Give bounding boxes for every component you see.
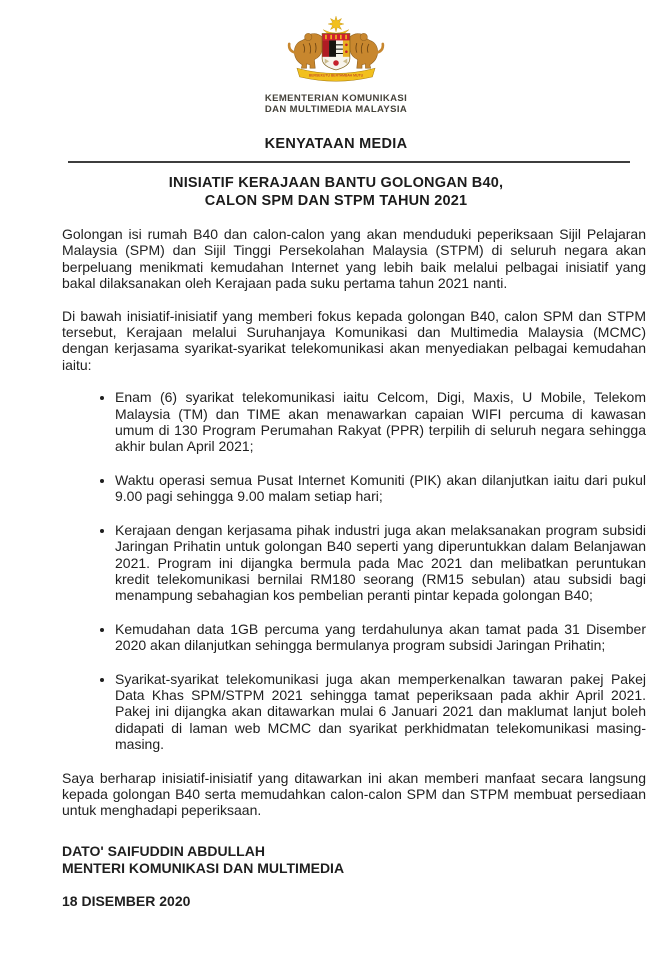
crest-tiger-right: [350, 33, 383, 68]
crest-banner-motto: BERSEKUTU BERTAMBAH MUTU: [308, 73, 364, 78]
crest-shield: [322, 34, 350, 70]
context-paragraph: Di bawah inisiatif-inisiatif yang memberi fokus kepada golongan B40, calon SPM dan STPM tersebut, Kerajaan melalui Suruhanjaya Komunikasi dan Multimedia Malaysia (MCMC) dengan kerjasama syarikat-syarikat telekomunikasi akan menyediakan pelbagai kemudahan iaitu:: [62, 307, 646, 373]
ministry-name-line2: DAN MULTIMEDIA MALAYSIA: [264, 104, 408, 115]
list-item-free-1gb-data: • Kemudahan data 1GB percuma yang terdahulunya akan tamat pada 31 Disember 2020 akan dilanjutkan sehingga bermulanya program subsidi Jaringan Prihatin;: [115, 621, 646, 654]
document-title-line1: INISIATIF KERAJAAN BANTU GOLONGAN B40,: [168, 175, 504, 191]
document-title-line2: CALON SPM DAN STPM TAHUN 2021: [204, 193, 468, 209]
ministry-name-line1: KEMENTERIAN KOMUNIKASI: [264, 93, 408, 104]
list-item-spm-stpm-data-package: • Syarikat-syarikat telekomunikasi juga akan memperkenalkan tawaran pakej Pakej Data Khas SPM/STPM 2021 sehingga tamat peperiksaan pada akhir April 2021. Pakej ini dijangka akan ditawarkan mulai 6 Januari 2021 dan maklumat lanjut boleh didapati di laman web MCMC dan syarikat perkhidmatan telekomunikasi masing-masing.: [115, 671, 646, 753]
document-title: [62, 174, 610, 210]
document-type-heading: KENYATAAN MEDIA: [264, 136, 408, 152]
intro-paragraph: Golongan isi rumah B40 dan calon-calon yang akan menduduki peperiksaan Sijil Pelajaran Malaysia (SPM) dan Sijil Tinggi Persekolahan Malaysia (STPM) di seluruh negara akan berpeluang menikmati kemudahan Internet yang lebih baik melalui pelbagai inisiatif yang bakal dilaksanakan oleh Kerajaan pada suku pertama tahun 2021 nanti.: [62, 226, 646, 292]
list-item-wifi-ppr: • Enam (6) syarikat telekomunikasi iaitu Celcom, Digi, Maxis, U Mobile, Telekom Malaysia (TM) dan TIME akan menawarkan capaian WIFI percuma di kawasan umum di 130 Program Perumahan Rakyat (PPR) terpilih di seluruh negara sehingga akhir bulan April 2021;: [115, 389, 646, 455]
malaysia-coat-of-arms-icon: [284, 16, 388, 84]
signature-block: [62, 843, 646, 877]
signatory-title: MENTERI KOMUNIKASI DAN MULTIMEDIA: [62, 859, 345, 876]
list-item-jaringan-prihatin-subsidy: • Kerajaan dengan kerjasama pihak industri juga akan melaksanakan program subsidi Jaringan Prihatin untuk golongan B40 seperti yang diperuntukkan dalam Belanjawan 2021. Program ini dijangka bermula pada Mac 2021 dan melibatkan peruntukan kredit telekomunikasi bernilai RM180 seorang (RM15 sebulan) atau subsidi bagi menampung sebahagian kos pembelian peranti pintar kepada golongan B40;: [115, 522, 646, 604]
crest-star: [328, 16, 344, 32]
list-item-pik-hours: • Waktu operasi semua Pusat Internet Komuniti (PIK) akan dilanjutkan iaitu dari pukul 9.00 pagi sehingga 9.00 malam setiap hari;: [115, 472, 646, 505]
ministry-name: [62, 93, 610, 115]
document-masthead: [62, 16, 610, 115]
initiatives-list: [62, 389, 646, 752]
crest-tiger-left: [289, 33, 322, 68]
document-date: 18 DISEMBER 2020: [62, 892, 191, 909]
closing-paragraph: Saya berharap inisiatif-inisiatif yang ditawarkan ini akan memberi manfaat secara langsung kepada golongan B40 serta memudahkan calon-calon SPM dan STPM membuat persediaan untuk menghadapi peperiksaan.: [62, 769, 646, 819]
header-divider: [68, 161, 630, 163]
signatory-name: DATO' SAIFUDDIN ABDULLAH: [62, 842, 265, 859]
